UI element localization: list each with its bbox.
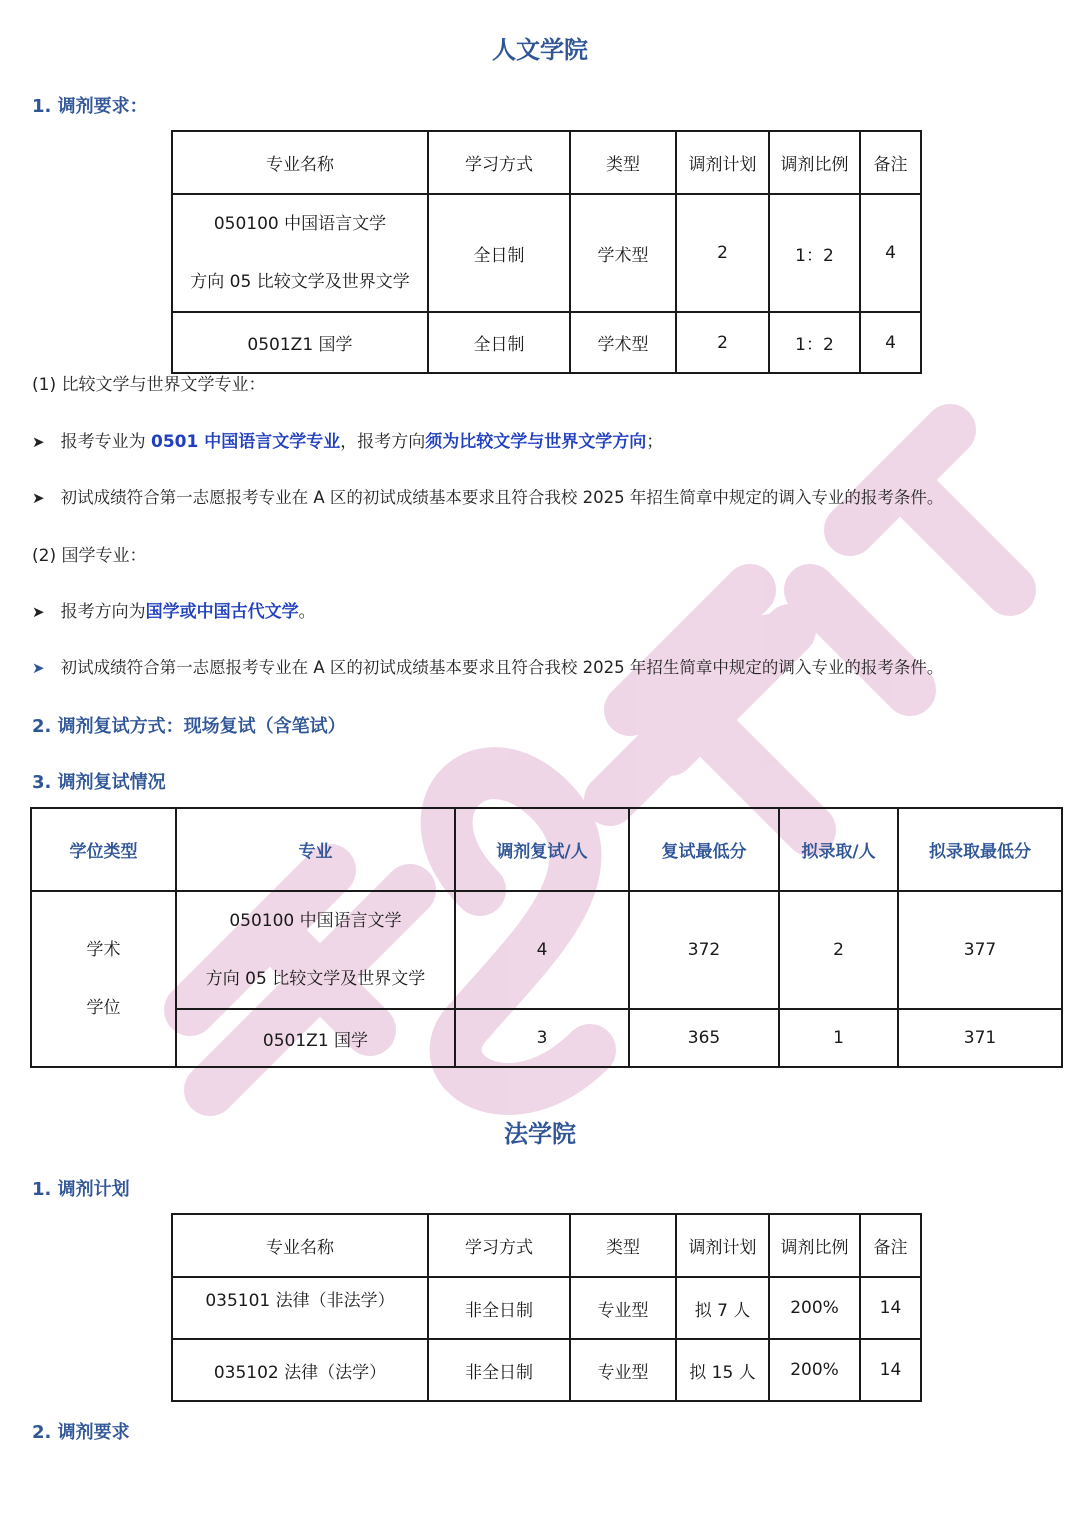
bullet-item: ➤ 报考方向为国学或中国古代文学。 — [32, 602, 316, 622]
bullet-item: ➤ 报考专业为 0501 中国语言文学专业，报考方向须为比较文学与世界文学方向； — [32, 432, 664, 452]
note: 14 — [860, 1277, 921, 1339]
col-header: 拟录取/人 — [779, 808, 898, 891]
ratio: 200% — [769, 1339, 860, 1401]
ratio: 1：2 — [769, 312, 860, 373]
table-row — [31, 1009, 1062, 1067]
major-name: 035102 法律（法学） — [172, 1339, 428, 1401]
study-mode: 全日制 — [428, 312, 570, 373]
table-row — [172, 1277, 921, 1339]
plan-count: 2 — [676, 194, 769, 312]
bullet-item: ➤ 初试成绩符合第一志愿报考专业在 A 区的初试成绩基本要求且符合我校 2025 年招生简章中规定的调入专业的报考条件。 — [32, 658, 944, 677]
col-header: 备注 — [860, 1214, 921, 1277]
major-code-line: 050100 中国语言文学 — [213, 214, 387, 234]
col-header: 学位类型 — [31, 808, 176, 891]
plan-count: 2 — [676, 312, 769, 373]
bullet-item: ➤ 初试成绩符合第一志愿报考专业在 A 区的初试成绩基本要求且符合我校 2025 年招生简章中规定的调入专业的报考条件。 — [32, 488, 944, 507]
major-name — [172, 194, 428, 312]
col-header: 专业 — [176, 808, 455, 891]
section-heading: 1. 调剂计划 — [32, 1179, 130, 1200]
retest-min-score: 365 — [629, 1009, 779, 1067]
page-title: 人文学院 — [492, 36, 588, 64]
col-header: 学习方式 — [428, 1214, 570, 1277]
degree-type-cell: 学术 学位 — [31, 891, 176, 1067]
major-name: 0501Z1 国学 — [172, 312, 428, 373]
col-header: 调剂比例 — [769, 131, 860, 194]
col-header: 复试最低分 — [629, 808, 779, 891]
col-header: 调剂计划 — [676, 1214, 769, 1277]
degree-type: 学术型 — [570, 312, 676, 373]
page-title: 法学院 — [504, 1120, 576, 1148]
major-name: 050100 中国语言文学 方向 05 比较文学及世界文学 — [176, 891, 455, 1009]
study-mode: 非全日制 — [428, 1277, 570, 1339]
note: 4 — [860, 312, 921, 373]
arrow-bullet-icon: ➤ — [32, 489, 45, 507]
degree-type: 学术型 — [570, 194, 676, 312]
retest-results-table — [30, 807, 1063, 1068]
arrow-bullet-icon: ➤ — [32, 603, 45, 621]
retest-count: 3 — [455, 1009, 629, 1067]
study-mode: 全日制 — [428, 194, 570, 312]
plan-count: 拟 7 人 — [676, 1277, 769, 1339]
sub-heading: (2) 国学专业： — [32, 546, 147, 566]
retest-count: 4 — [455, 891, 629, 1009]
law-plan-table — [171, 1213, 922, 1402]
col-header: 调剂复试/人 — [455, 808, 629, 891]
admit-min-score: 377 — [898, 891, 1062, 1009]
degree-type: 专业型 — [570, 1277, 676, 1339]
ratio: 200% — [769, 1277, 860, 1339]
retest-min-score: 372 — [629, 891, 779, 1009]
sub-heading: (1) 比较文学与世界文学专业： — [32, 375, 266, 395]
col-header: 调剂计划 — [676, 131, 769, 194]
section-heading: 2. 调剂复试方式：现场复试（含笔试） — [32, 716, 346, 737]
col-header: 调剂比例 — [769, 1214, 860, 1277]
major-name: 0501Z1 国学 — [176, 1009, 455, 1067]
table-row — [172, 312, 921, 373]
study-mode: 非全日制 — [428, 1339, 570, 1401]
major-name: 035101 法律（非法学） — [172, 1277, 428, 1339]
degree-type: 专业型 — [570, 1339, 676, 1401]
section-heading: 1. 调剂要求： — [32, 96, 148, 117]
admit-count: 2 — [779, 891, 898, 1009]
col-header: 拟录取最低分 — [898, 808, 1062, 891]
col-header: 类型 — [570, 1214, 676, 1277]
table-row — [31, 891, 1062, 1009]
table-row — [172, 1339, 921, 1401]
admit-min-score: 371 — [898, 1009, 1062, 1067]
col-header: 学习方式 — [428, 131, 570, 194]
adjustment-plan-table — [171, 130, 922, 374]
ratio: 1：2 — [769, 194, 860, 312]
plan-count: 拟 15 人 — [676, 1339, 769, 1401]
note: 4 — [860, 194, 921, 312]
major-direction-line: 方向 05 比较文学及世界文学 — [190, 272, 410, 292]
note: 14 — [860, 1339, 921, 1401]
col-header: 专业名称 — [172, 131, 428, 194]
col-header: 类型 — [570, 131, 676, 194]
section-heading: 2. 调剂要求 — [32, 1422, 130, 1443]
admit-count: 1 — [779, 1009, 898, 1067]
table-row — [172, 194, 921, 312]
section-heading: 3. 调剂复试情况 — [32, 772, 166, 793]
col-header: 专业名称 — [172, 1214, 428, 1277]
arrow-bullet-icon: ➤ — [32, 659, 45, 677]
arrow-bullet-icon: ➤ — [32, 433, 45, 451]
watermark-graphic — [150, 330, 1050, 1230]
col-header: 备注 — [860, 131, 921, 194]
